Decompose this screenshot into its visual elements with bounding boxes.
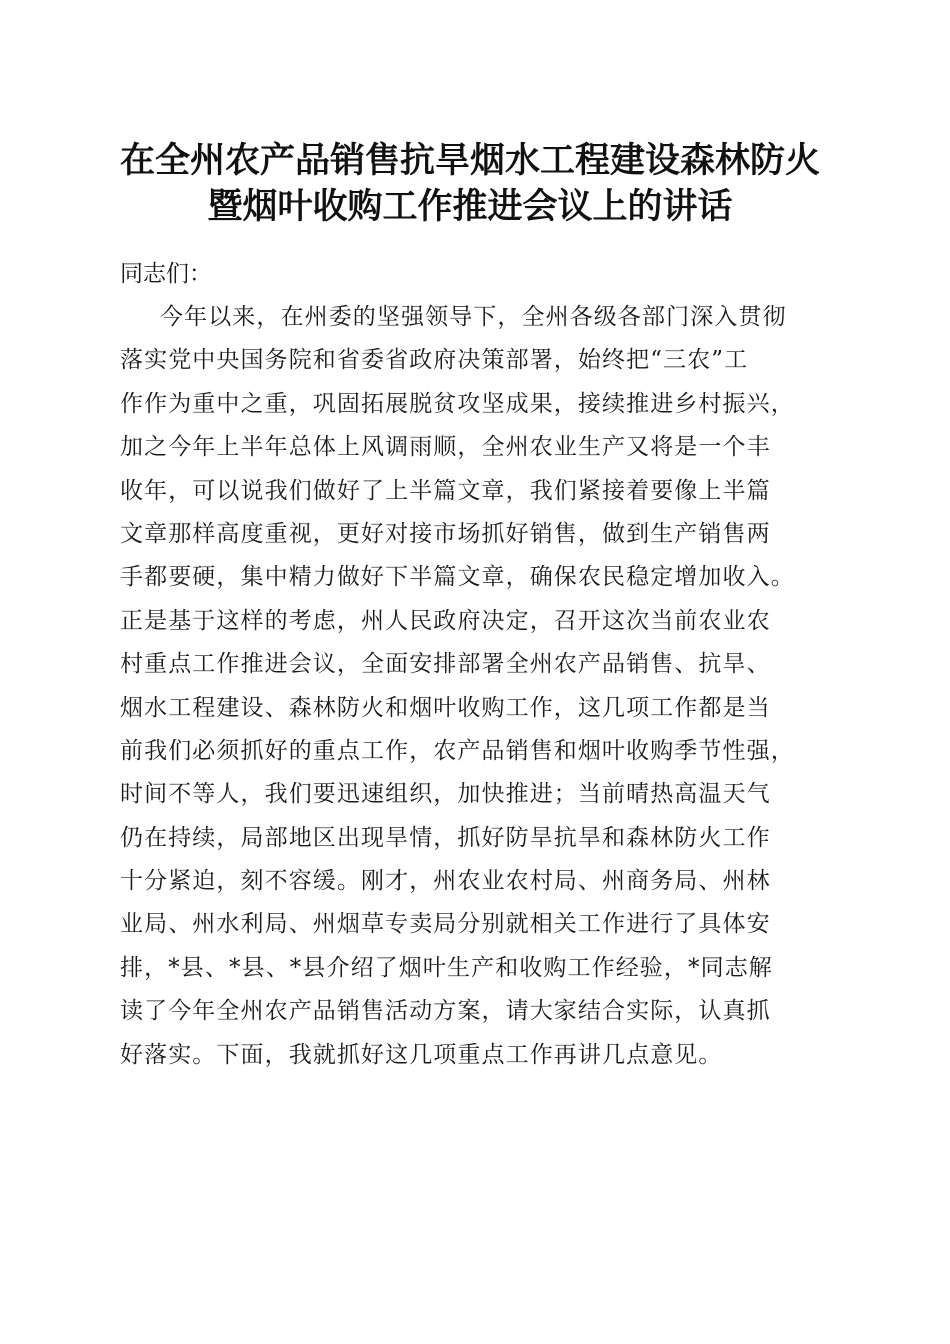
paragraph-line: 十分紧迫，刻不容缓。刚才，州农业农村局、州商务局、州林 bbox=[120, 868, 771, 895]
paragraph-line: 手都要硬，集中精力做好下半篇文章，确保农民稳定增加收入。 bbox=[120, 564, 795, 591]
paragraph-line: 排，*县、*县、*县介绍了烟叶生产和收购工作经验，*同志解 bbox=[120, 954, 773, 981]
paragraph-line: 收年，可以说我们做好了上半篇文章，我们紧接着要像上半篇 bbox=[120, 477, 771, 504]
salutation: 同志们： bbox=[120, 261, 212, 287]
paragraph-line: 仍在持续，局部地区出现旱情，抓好防旱抗旱和森林防火工作 bbox=[120, 824, 771, 851]
paragraph-line: 时间不等人，我们要迅速组织，加快推进；当前晴热高温天气 bbox=[120, 781, 771, 808]
paragraph-line: 村重点工作推进会议，全面安排部署全州农产品销售、抗旱、 bbox=[120, 651, 771, 678]
paragraph-line: 落实党中央国务院和省委省政府决策部署，始终把“三农”工 bbox=[120, 347, 749, 374]
document-title bbox=[100, 138, 840, 230]
paragraph-line: 正是基于这样的考虑，州人民政府决定，召开这次当前农业农 bbox=[120, 607, 771, 634]
title-line-1: 在全州农产品销售抗旱烟水工程建设森林防火 bbox=[119, 140, 820, 181]
paragraph-line: 作作为重中之重，巩固拓展脱贫攻坚成果，接续推进乡村振兴， bbox=[120, 390, 795, 417]
paragraph-line: 好落实。下面，我就抓好这几项重点工作再讲几点意见。 bbox=[120, 1041, 723, 1068]
paragraph-line: 烟水工程建设、森林防火和烟叶收购工作，这几项工作都是当 bbox=[120, 694, 771, 721]
body-paragraph bbox=[120, 296, 832, 1077]
paragraph-line: 读了今年全州农产品销售活动方案，请大家结合实际，认真抓 bbox=[120, 998, 771, 1025]
paragraph-line: 文章那样高度重视，更好对接市场抓好销售，做到生产销售两 bbox=[120, 520, 771, 547]
paragraph-line: 加之今年上半年总体上风调雨顺，全州农业生产又将是一个丰 bbox=[120, 434, 771, 461]
paragraph-line: 前我们必须抓好的重点工作，农产品销售和烟叶收购季节性强， bbox=[120, 737, 795, 764]
paragraph-line: 业局、州水利局、州烟草专卖局分别就相关工作进行了具体安 bbox=[120, 911, 771, 938]
title-line-2: 暨烟叶收购工作推进会议上的讲话 bbox=[207, 186, 733, 227]
paragraph-line: 今年以来，在州委的坚强领导下，全州各级各部门深入贯彻 bbox=[160, 304, 787, 330]
document-body bbox=[120, 252, 832, 1077]
